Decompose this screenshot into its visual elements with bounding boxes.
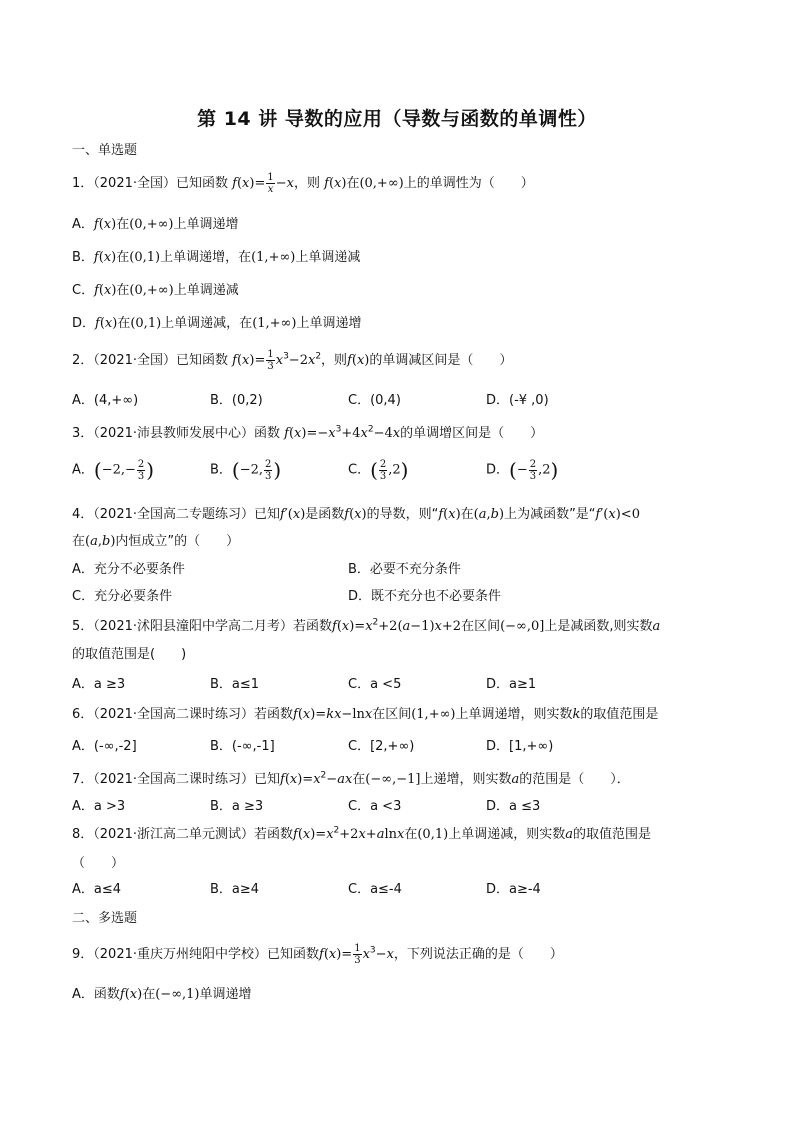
question-6-option-b: B．(-∞,-1] [210, 739, 275, 754]
question-8-option-c: C．a≤-4 [348, 882, 402, 897]
question-7-option-a: A．a >3 [72, 799, 126, 814]
question-5-continued: 的取值范围是( ) [72, 647, 187, 662]
page-title: 第 14 讲 导数的应用（导数与函数的单调性） [197, 108, 597, 130]
question-3-option-b: B．(−2, $\frac{2}{3}$ ) [210, 458, 282, 482]
question-5-option-b: B．a≤1 [210, 677, 260, 692]
question-2-options [72, 389, 732, 409]
question-1: 1．（2021·全国）已知函数 f(x)= $\frac{1}{x}$ −x，则 f(x)在(0,+∞)上的单调性为（ ） [72, 172, 534, 195]
question-1-option-d: D．f(x)在(0,1)上单调递减，在(1,+∞)上单调递增 [72, 316, 362, 331]
question-8-option-d: D．a≥-4 [486, 882, 541, 897]
question-4-option-b: B．必要不充分条件 [348, 562, 461, 577]
question-8-option-b: B．a≥4 [210, 882, 260, 897]
section-single-choice: 一、单选题 [72, 143, 138, 158]
question-6: 6．（2021·全国高二课时练习）若函数f(x)=kx−lnx在区间(1,+∞)上单调递增，则实数k的取值范围是 [72, 707, 659, 722]
question-4-options-row2 [72, 585, 732, 605]
question-1-option-c: C．f(x)在(0,+∞)上单调递减 [72, 283, 239, 298]
question-1-option-a: A．f(x)在(0,+∞)上单调递增 [72, 217, 239, 232]
question-3-option-a: A．(−2,− $\frac{2}{3}$ ) [72, 458, 155, 482]
question-5: 5．（2021·沭阳县潼阳中学高二月考）若函数$f(x)=x^2+2(a-1)x+2$在区间(−∞,0]上是减函数,则实数a [72, 617, 661, 634]
question-7-option-b: B．a ≥3 [210, 799, 264, 814]
question-8: 8．（2021·浙江高二单元测试）若函数$f(x)=x^2+2x+alnx$在(0,1)上单调递减，则实数a的取值范围是 [72, 825, 651, 842]
question-2-option-c: C．(0,4) [348, 393, 401, 408]
question-6-option-d: D．[1,+∞) [486, 739, 554, 754]
question-5-option-a: A．a ≥3 [72, 677, 126, 692]
question-2: 2．（2021·全国）已知函数 f(x)= $\frac{1}{3}$ $x^3-2x^2$，则f(x)的单调减区间是（ ） [72, 349, 513, 372]
question-4: 4．（2021·全国高二专题练习）已知f′(x)是函数f(x)的导数，则“f(x)在(a,b)上为减函数”是“f′(x)<0 [72, 507, 640, 522]
question-9: 9．（2021·重庆万州纯阳中学校）已知函数f(x)= $\frac{1}{3}$ $x^3-x$，下列说法正确的是（ ） [72, 943, 563, 966]
question-4-option-c: C．充分必要条件 [72, 589, 173, 604]
question-2-option-a: A．(4,+∞) [72, 393, 139, 408]
question-2-option-b: B．(0,2) [210, 393, 263, 408]
question-8-option-a: A．a≤4 [72, 882, 122, 897]
question-5-option-c: C．a <5 [348, 677, 402, 692]
question-6-option-c: C．[2,+∞) [348, 739, 415, 754]
question-5-options [72, 673, 732, 693]
question-3-option-d: D．(− $\frac{2}{3}$ ,2) [486, 458, 559, 482]
question-5-option-d: D．a≥1 [486, 677, 537, 692]
question-3: 3．（2021·沛县教师发展中心）函数 $f(x)=-x^3+4x^2-4x$的单调增区间是（ ） [72, 424, 544, 441]
question-6-option-a: A．(-∞,-2] [72, 739, 137, 754]
question-4-option-a: A．充分不必要条件 [72, 562, 185, 577]
question-3-options [72, 458, 732, 488]
section-multiple-choice: 二、多选题 [72, 911, 138, 926]
question-8-options [72, 878, 732, 898]
question-3-option-c: C．( $\frac{2}{3}$ ,2) [348, 458, 409, 482]
question-7-options [72, 795, 732, 815]
question-4-options-row1 [72, 558, 732, 578]
question-6-options [72, 735, 732, 755]
question-7-option-d: D．a ≤3 [486, 799, 541, 814]
question-2-option-d: D．(-¥ ,0) [486, 393, 549, 408]
question-7: 7．（2021·全国高二课时练习）已知$f(x)=x^2-ax$在(−∞,−1]上递增，则实数a的范围是（ ）． [72, 770, 630, 787]
question-4-option-d: D．既不充分也不必要条件 [348, 589, 502, 604]
question-7-option-c: C．a <3 [348, 799, 402, 814]
question-4-continued: 在(a,b)内恒成立”的（ ） [72, 534, 240, 549]
question-8-continued: （ ） [72, 856, 125, 871]
question-1-option-b: B．f(x)在(0,1)上单调递增，在(1,+∞)上单调递减 [72, 250, 361, 265]
question-9-option-a: A．函数f(x)在(−∞,1)单调递增 [72, 987, 252, 1002]
